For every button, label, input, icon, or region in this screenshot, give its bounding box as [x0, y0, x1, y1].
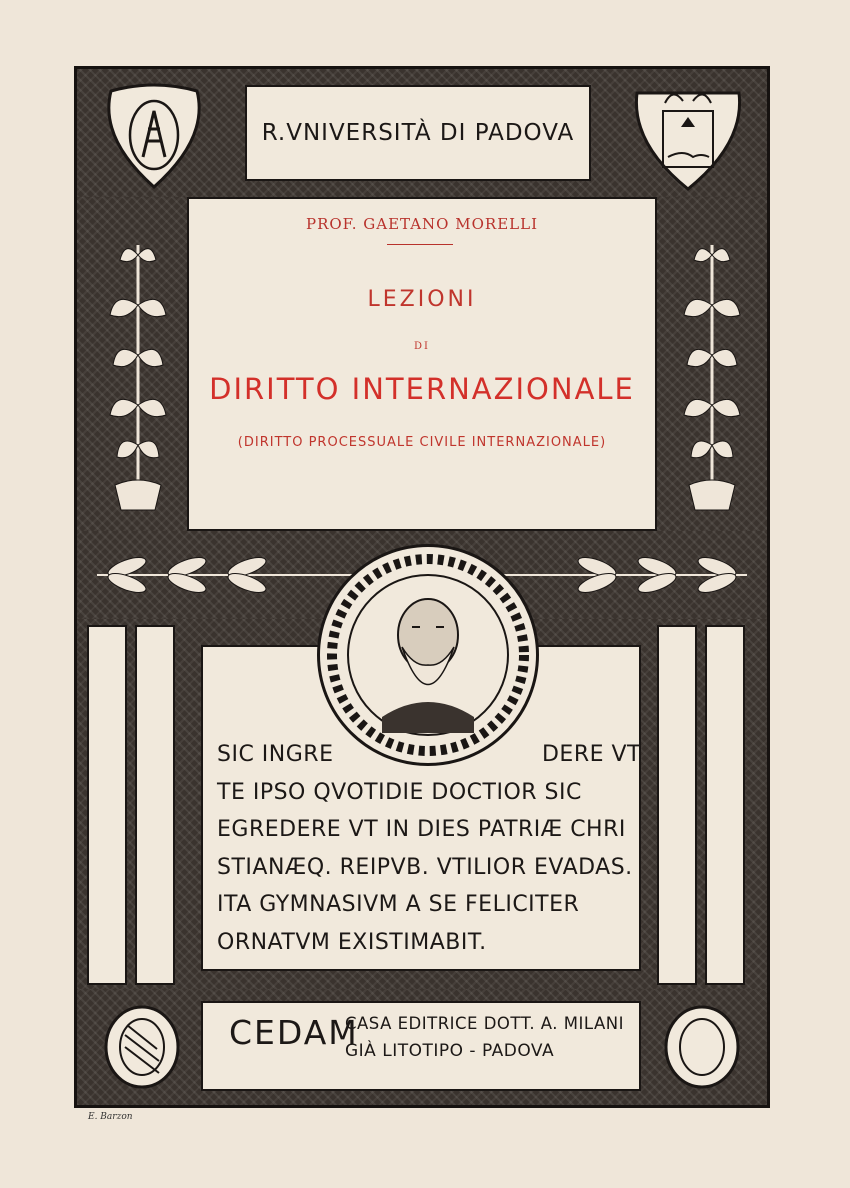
motto-line: ORNATVM EXISTIMABIT.	[217, 929, 487, 955]
author-name: PROF. GAETANO MORELLI	[305, 215, 538, 233]
book-title: DIRITTO INTERNAZIONALE	[209, 372, 635, 406]
motto-first-right: DERE VT	[541, 742, 641, 767]
motto-line: TE IPSO QVOTIDIE DOCTIOR SIC	[217, 779, 582, 805]
motto-first-left: SIC INGRE	[217, 742, 334, 767]
latin-motto	[217, 736, 641, 961]
motto-first-line	[217, 736, 641, 774]
portrait-medallion	[317, 544, 539, 766]
publisher-line-1: CASA EDITRICE DOTT. A. MILANI	[345, 1014, 624, 1033]
university-banner	[245, 85, 591, 181]
title-panel	[187, 197, 657, 531]
monogram-shield-icon	[91, 83, 217, 193]
cover-frame	[74, 66, 770, 1108]
left-pillar-1	[87, 625, 127, 985]
book-subtitle: (DIRITTO PROCESSUALE CIVILE INTERNAZIONALE)	[237, 435, 607, 450]
artist-signature: E. Barzon	[88, 1112, 133, 1122]
publisher-name: CEDAM	[229, 1013, 359, 1052]
lezioni-label: LEZIONI	[367, 287, 477, 312]
di-label: DI	[414, 341, 430, 352]
motto-line: ITA GYMNASIVM A SE FELICITER	[217, 892, 580, 917]
author-rule	[387, 244, 453, 245]
scholar-portrait-icon	[320, 547, 536, 763]
publisher-line-2: GIÀ LITOTIPO - PADOVA	[345, 1041, 555, 1061]
left-bottom-shield-icon	[97, 1001, 187, 1093]
coat-of-arms-icon	[623, 83, 753, 195]
right-pillar-2	[705, 625, 745, 985]
right-bottom-shield-icon	[657, 1001, 747, 1093]
left-pillar-2	[135, 625, 175, 985]
motto-line: EGREDERE VT IN DIES PATRIÆ CHRI	[217, 817, 626, 842]
motto-line: STIANÆQ. REIPVB. VTILIOR EVADAS.	[217, 854, 633, 880]
right-pillar-1	[657, 625, 697, 985]
university-name: R.VNIVERSITÀ DI PADOVA	[261, 120, 575, 146]
